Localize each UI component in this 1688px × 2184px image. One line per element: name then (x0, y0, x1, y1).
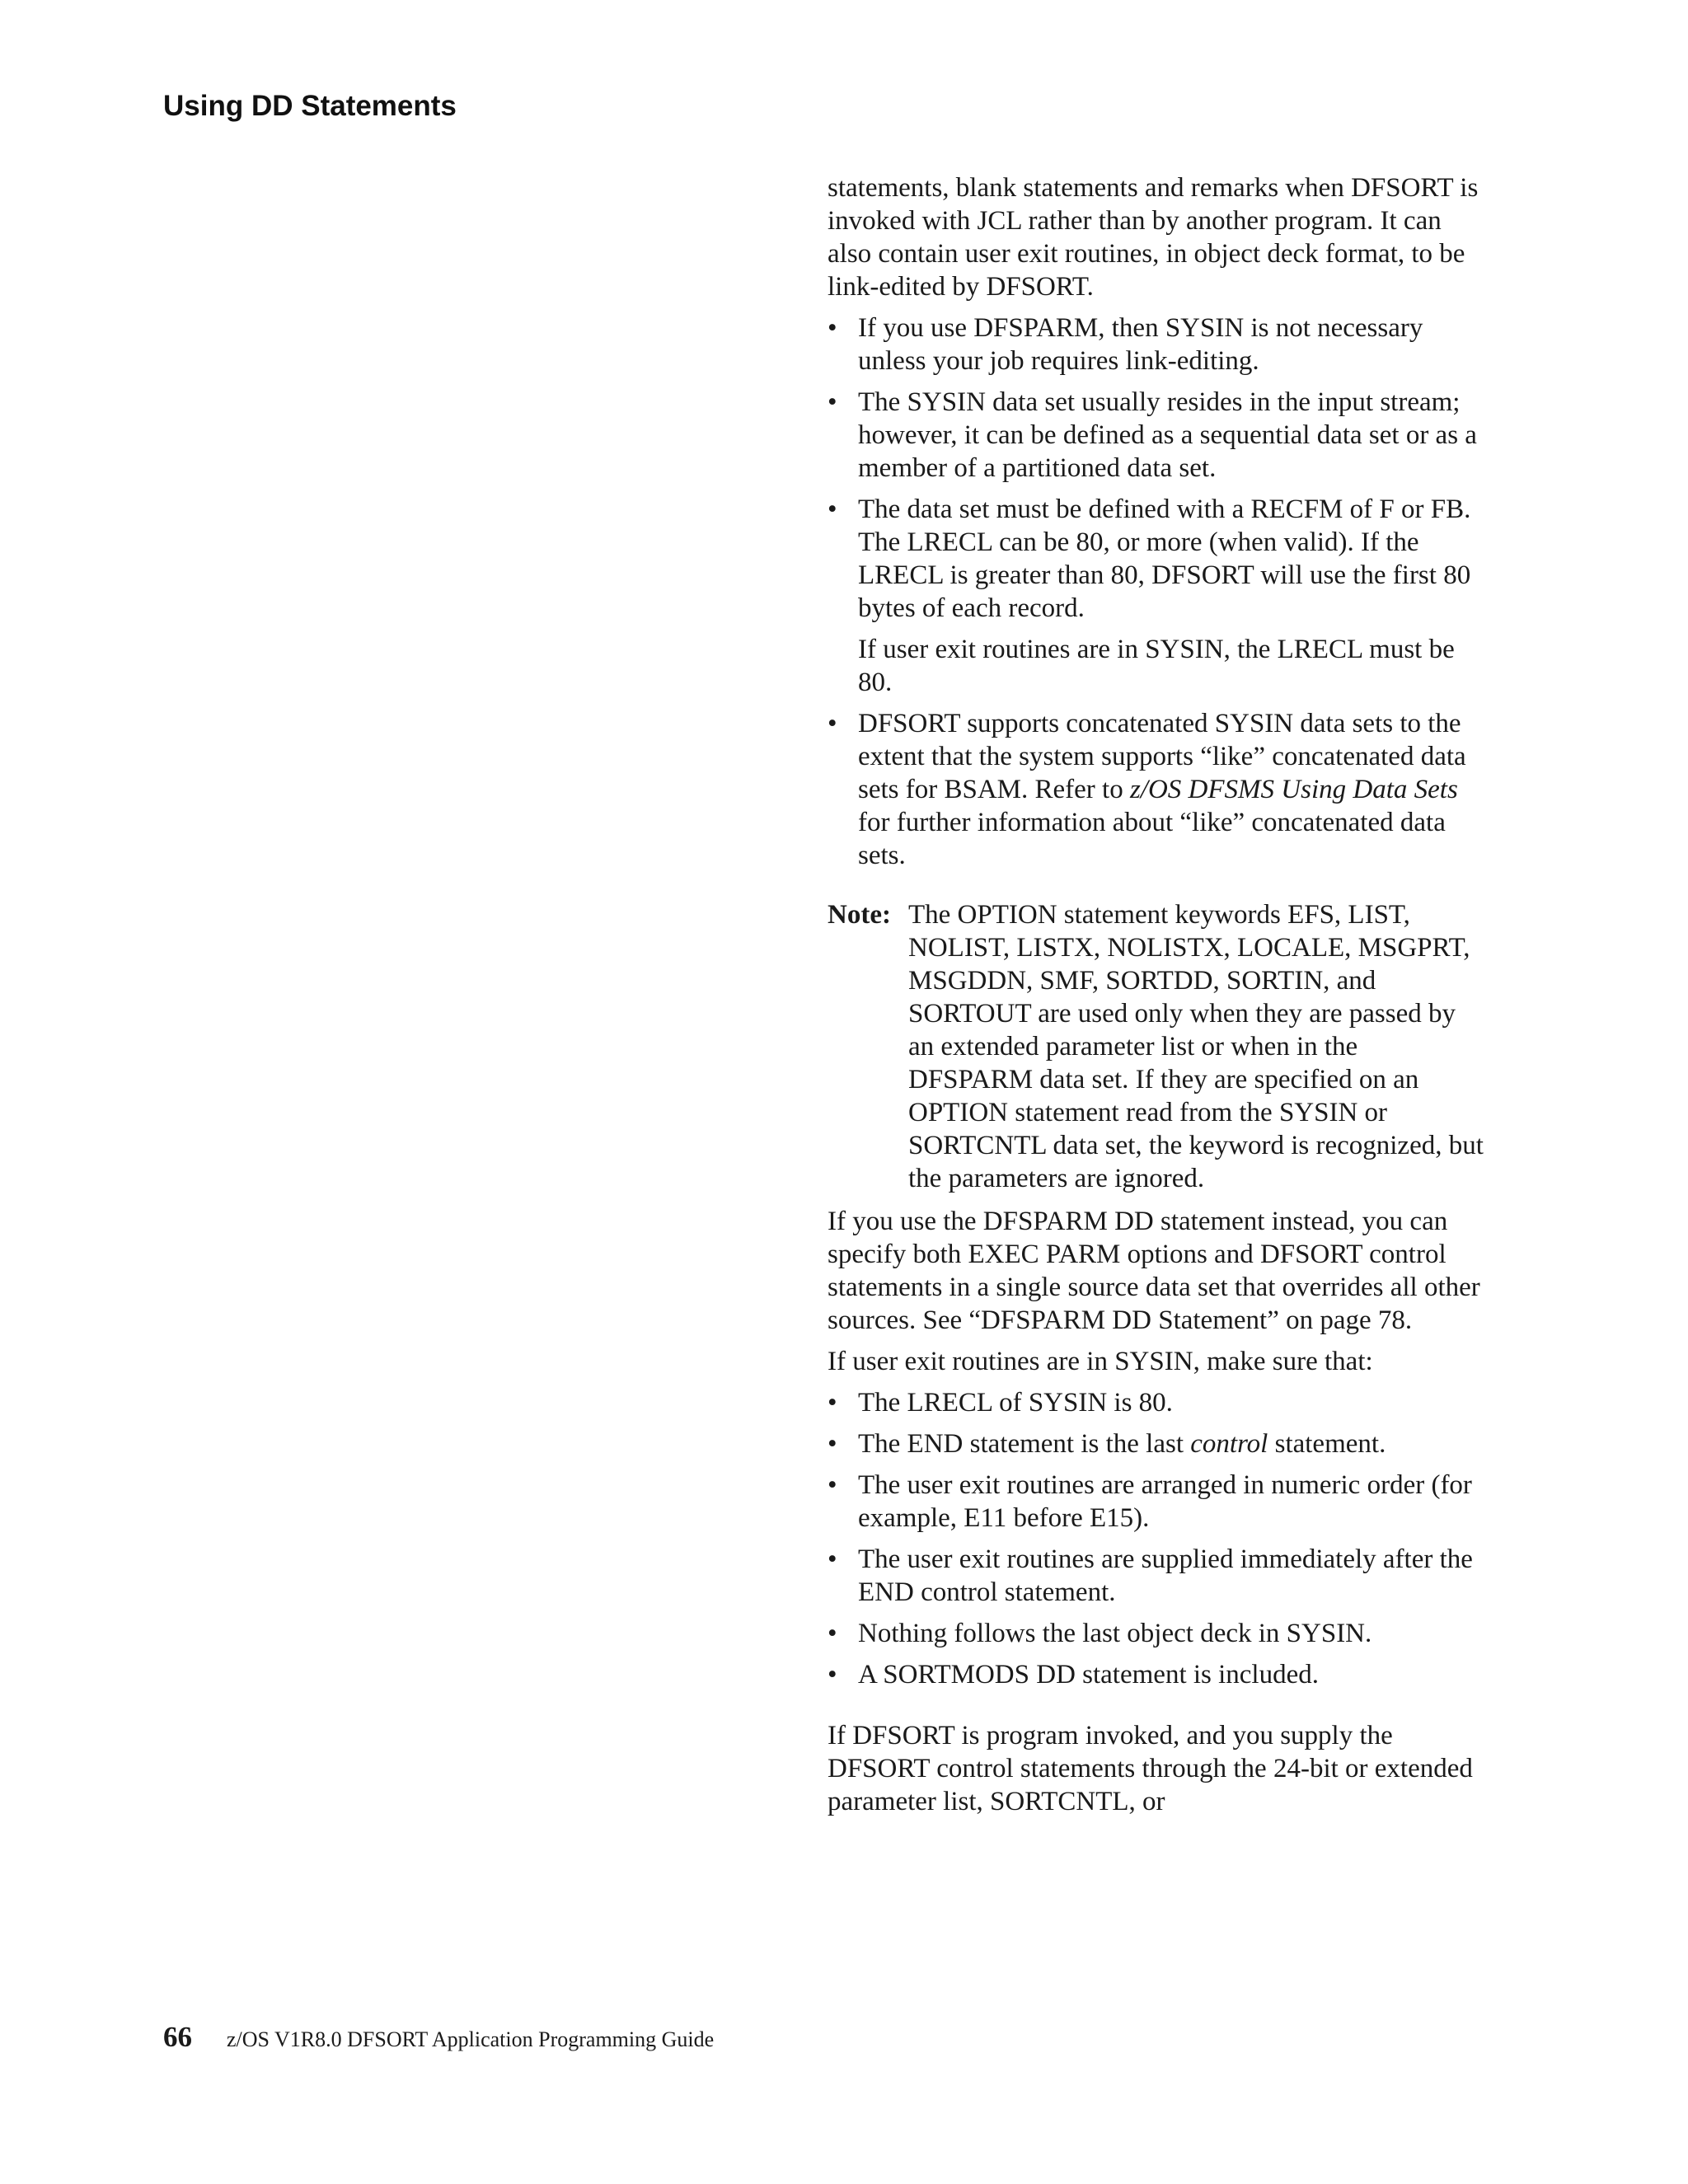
note-block (828, 898, 1487, 1195)
list-item (828, 1543, 1487, 1609)
closing-paragraph: If DFSORT is program invoked, and you supply the DFSORT control statements through the 24-bit or extended parameter list, SORTCNTL, or (828, 1721, 1473, 1816)
book-reference: z/OS DFSMS Using Data Sets (1129, 775, 1458, 804)
list-item-text: The SYSIN data set usually resides in the input stream; however, it can be defined as a sequential data set or as a member of a partitioned data set. (858, 387, 1477, 483)
list-item (828, 707, 1487, 872)
list-item-subparagraph: If user exit routines are in SYSIN, the LRECL must be 80. (858, 635, 1455, 697)
exit-routines-list (828, 1386, 1487, 1691)
note-text: The OPTION statement keywords EFS, LIST, NOLIST, LISTX, NOLISTX, LOCALE, MSGPRT, MSGDDN, SMF, SORTDD, SORTIN, and SORTOUT are used only when they are passed by an extended parameter list or when in the DFSPARM data set. If they are specified on an OPTION statement read from the SYSIN or SORTCNTL data set, the keyword is recognized, but the parameters are ignored. (908, 900, 1484, 1193)
list-item (828, 1617, 1487, 1650)
page-number: 66 (163, 2021, 192, 2053)
list-item-text: DFSORT supports concatenated SYSIN data sets to the extent that the system supports “like” concatenated data sets for BSAM. Refer to (858, 709, 1466, 804)
list-item-text: Nothing follows the last object deck in SYSIN. (858, 1619, 1372, 1648)
bullet-marker: • (828, 313, 837, 343)
main-text-column (828, 171, 1487, 1826)
bullet-marker: • (828, 1470, 837, 1500)
book-title: z/OS V1R8.0 DFSORT Application Programming Guide (227, 2027, 715, 2051)
list-item-text: statement. (1268, 1429, 1386, 1459)
page-footer (163, 2021, 714, 2054)
list-item-text: A SORTMODS DD statement is included. (858, 1660, 1320, 1690)
list-item-text: The data set must be defined with a RECFM of F or FB. The LRECL can be 80, or more (when valid). If the LRECL is greater than 80, DFSORT will use the first 80 bytes of each record. (858, 494, 1471, 623)
exit-routines-lead: If user exit routines are in SYSIN, make sure that: (828, 1347, 1373, 1376)
list-item (828, 1427, 1487, 1460)
bullet-marker: • (828, 1660, 837, 1690)
intro-paragraph: statements, blank statements and remarks when DFSORT is invoked with JCL rather than by another program. It can also contain user exit routines, in object deck format, to be link-edited by DFSORT. (828, 173, 1479, 302)
bullet-marker: • (828, 709, 837, 738)
list-item-text: The END statement is the last (858, 1429, 1191, 1459)
dfsparm-paragraph: If you use the DFSPARM DD statement instead, you can specify both EXEC PARM options and DFSORT control statements in a single source data set that overrides all other sources. See “DFSPARM DD Statement” on page 78. (828, 1207, 1480, 1335)
list-item-text: The LRECL of SYSIN is 80. (858, 1388, 1173, 1418)
italic-term: control (1190, 1429, 1268, 1459)
list-item-text: The user exit routines are arranged in numeric order (for example, E11 before E15). (858, 1470, 1472, 1533)
list-item (828, 386, 1487, 485)
bullet-marker: • (828, 1429, 837, 1459)
list-item (828, 312, 1487, 377)
bullet-marker: • (828, 1619, 837, 1648)
list-item-text: The user exit routines are supplied immediately after the END control statement. (858, 1544, 1473, 1607)
bullet-marker: • (828, 1388, 837, 1418)
bullet-marker: • (828, 1544, 837, 1574)
list-item (828, 1658, 1487, 1691)
bullet-marker: • (828, 494, 837, 524)
list-item (828, 1469, 1487, 1535)
sysin-requirements-list (828, 312, 1487, 872)
list-item-text: for further information about “like” concatenated data sets. (858, 808, 1446, 870)
list-item (828, 493, 1487, 699)
list-item (828, 1386, 1487, 1419)
running-header-title: Using DD Statements (163, 90, 457, 122)
note-label: Note: (828, 900, 891, 930)
bullet-marker: • (828, 387, 837, 417)
list-item-text: If you use DFSPARM, then SYSIN is not necessary unless your job requires link-editing. (858, 313, 1423, 376)
